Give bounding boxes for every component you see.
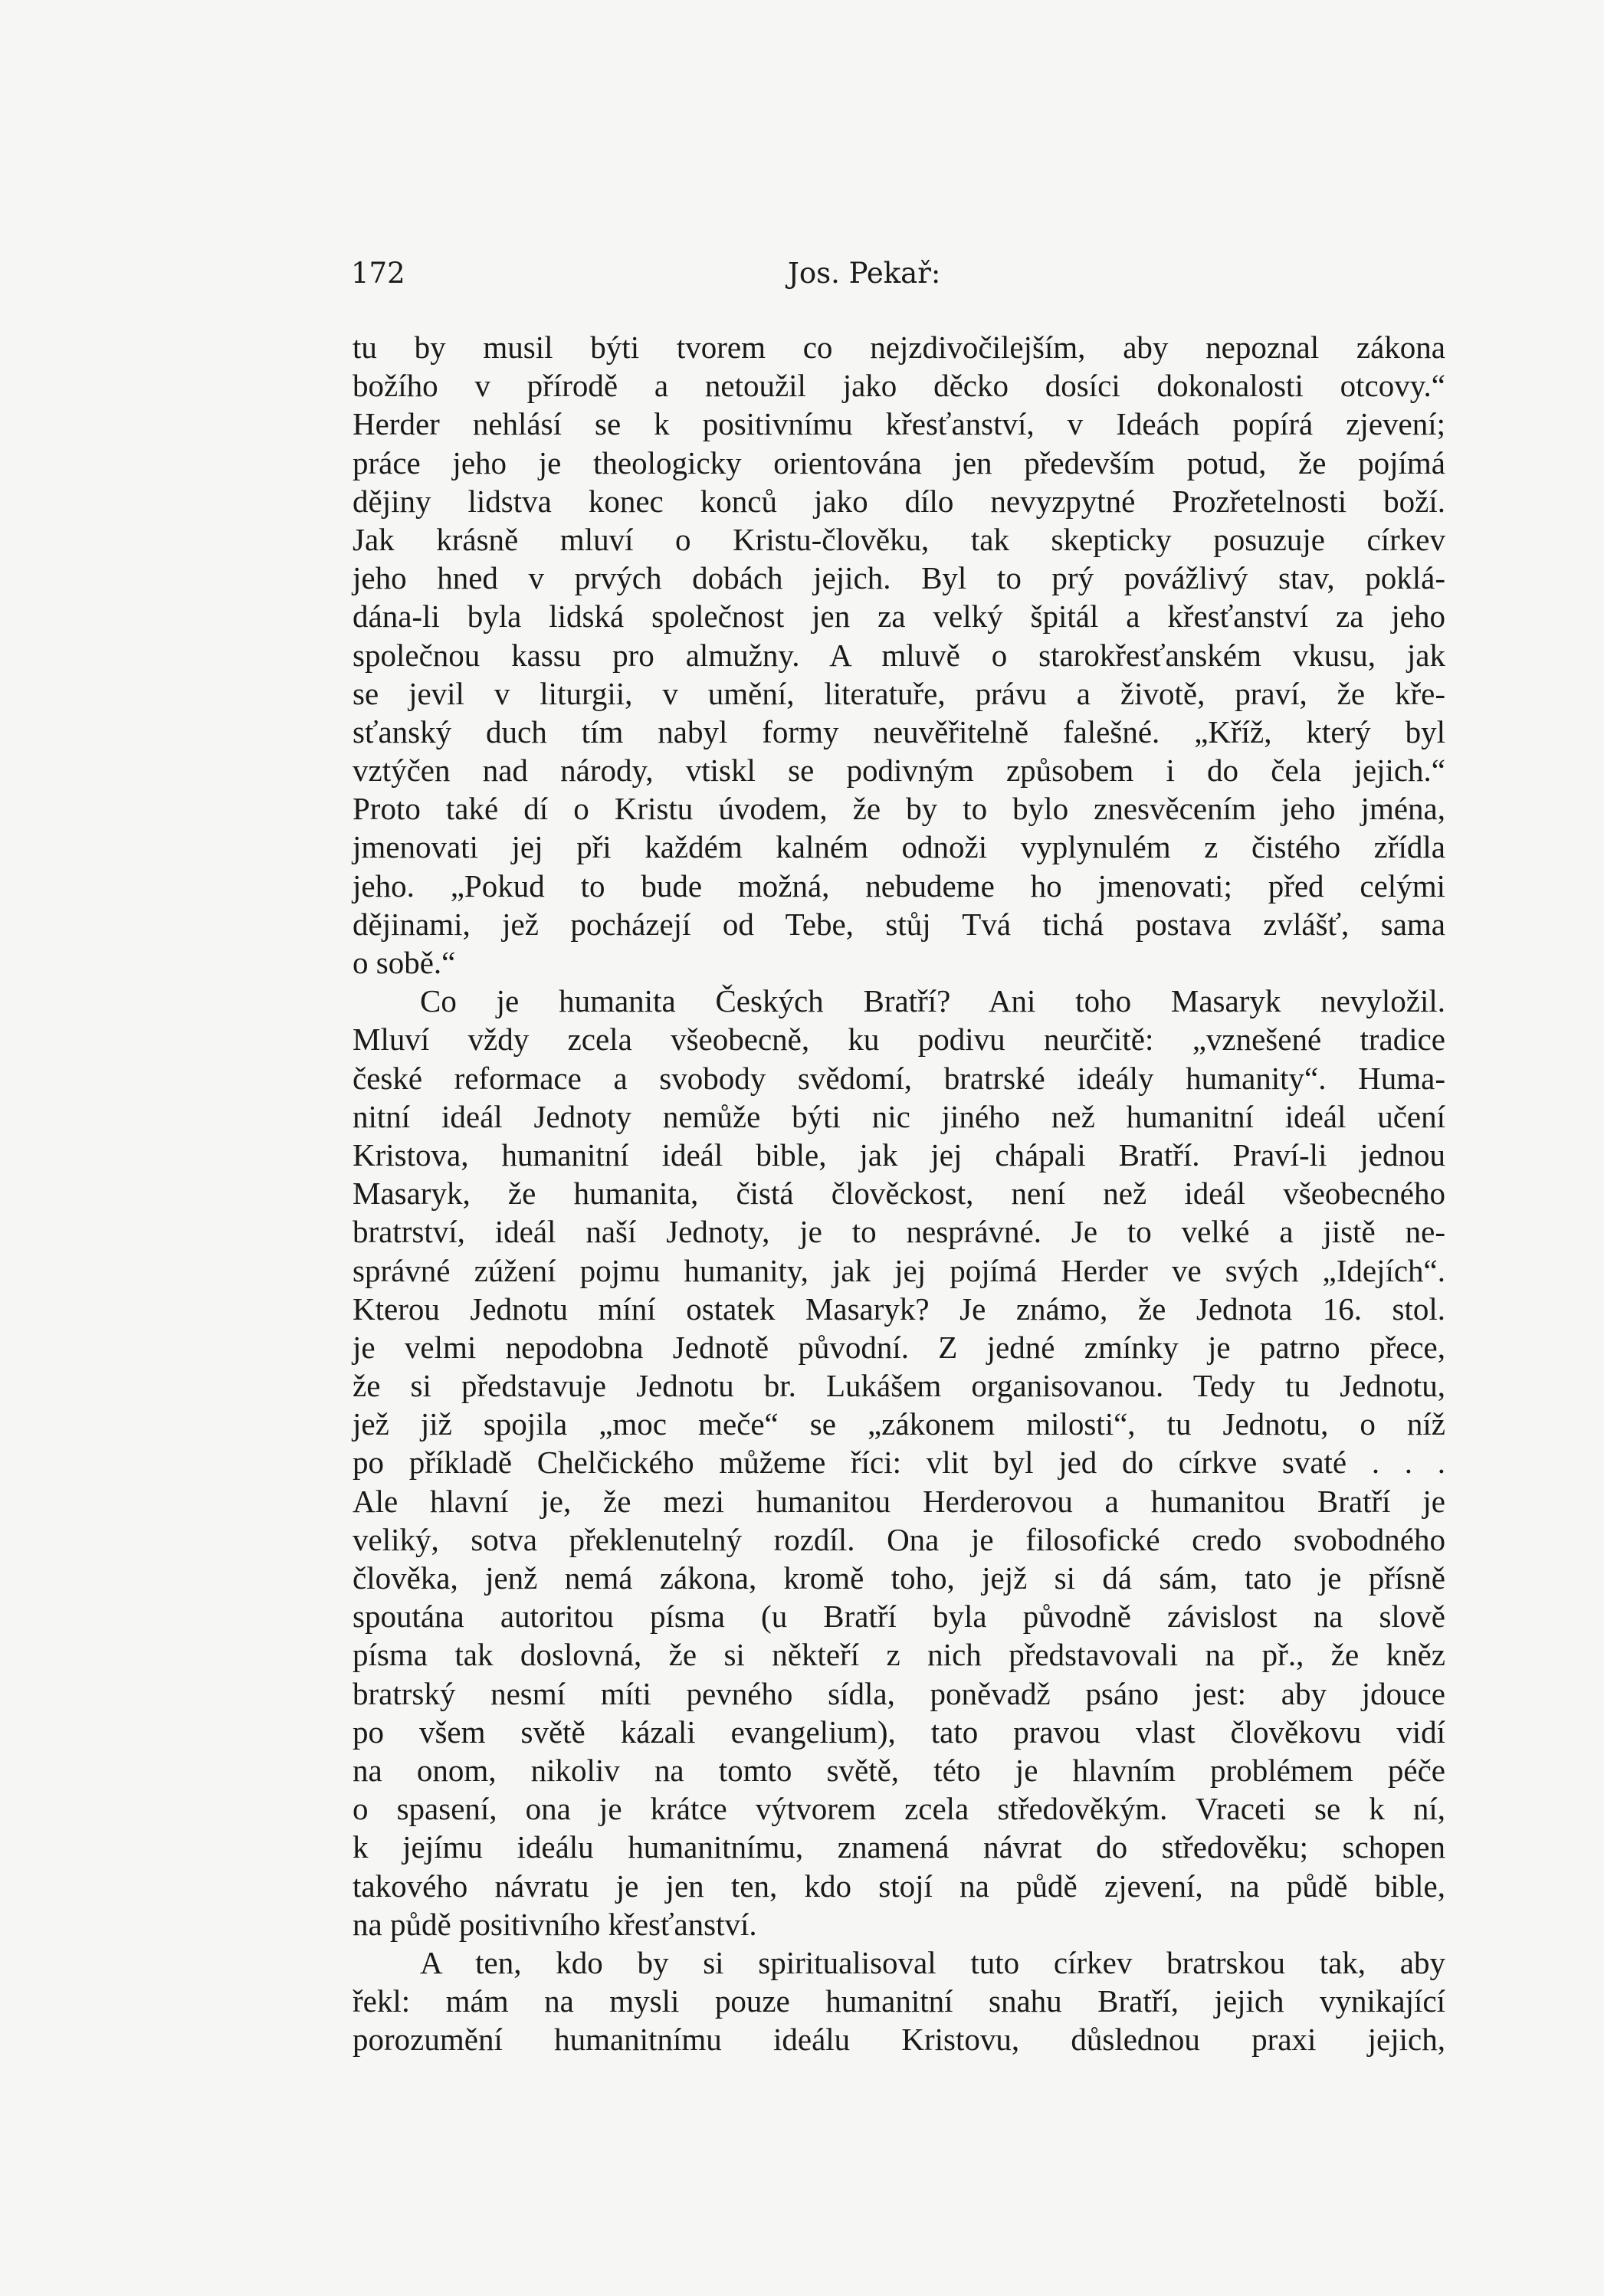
- text-line: vztýčen nad národy, vtiskl se podivným způsobem i do čela jejich.“: [353, 753, 1445, 789]
- text-line: bratrství, ideál naší Jednoty, je to nesprávné. Je to velké a jistě ne-: [353, 1214, 1445, 1250]
- text-line: Herder nehlásí se k positivnímu křesťanství, v Ideách popírá zjevení;: [353, 406, 1445, 442]
- text-line: božího v přírodě a netoužil jako děcko dosíci dokonalosti otcovy.“: [353, 368, 1445, 404]
- running-head-author: Jos. Pekař:: [788, 257, 941, 290]
- text-line: spoutána autoritou písma (u Bratří byla původně závislost na slově: [353, 1599, 1445, 1635]
- text-line: po všem světě kázali evangelium), tato pravou vlast člověkovu vidí: [353, 1714, 1445, 1750]
- body-text: [353, 328, 1445, 2058]
- text-line: sťanský duch tím nabyl formy neuvěřitelně falešné. „Kříž, který byl: [353, 713, 1445, 749]
- text-line: práce jeho je theologicky orientována jen především potud, že pojímá: [353, 444, 1445, 481]
- running-head: [351, 257, 1447, 303]
- text-line: k jejímu ideálu humanitnímu, znamená návrat do středověku; schopen: [353, 1829, 1445, 1865]
- text-line: veliký, sotva překlenutelný rozdíl. Ona je filosofické credo svobodného: [353, 1521, 1445, 1557]
- text-line: dějiny lidstva konec konců jako dílo nevyzpytné Prozřetelnosti boží.: [353, 483, 1445, 519]
- text-line: tu by musil býti tvorem co nejzdivočilejším, aby nepoznal zákona: [353, 330, 1445, 365]
- text-line: porozumění humanitnímu ideálu Kristovu, důslednou praxi jejich,: [353, 2022, 1445, 2058]
- text-line: že si představuje Jednotu br. Lukášem organisovanou. Tedy tu Jednotu,: [353, 1368, 1445, 1404]
- text-line: Kterou Jednotu míní ostatek Masaryk? Je známo, že Jednota 16. stol.: [353, 1291, 1445, 1327]
- text-line: jež již spojila „moc meče“ se „zákonem milosti“, tu Jednotu, o níž: [353, 1406, 1445, 1442]
- text-line: bratrský nesmí míti pevného sídla, poněvadž psáno jest: aby jdouce: [353, 1675, 1445, 1711]
- text-line: o spasení, ona je krátce výtvorem zcela středověkým. Vraceti se k ní,: [353, 1791, 1445, 1827]
- text-line: o sobě.“: [353, 945, 456, 980]
- text-line: Proto také dí o Kristu úvodem, že by to bylo znesvěcením jeho jména,: [353, 791, 1445, 827]
- text-line: nitní ideál Jednoty nemůže býti nic jiného než humanitní ideál učení: [353, 1098, 1445, 1134]
- text-line: písma tak doslovná, že si někteří z nich představovali na př., že kněz: [353, 1637, 1445, 1673]
- text-line: takového návratu je jen ten, kdo stojí na půdě zjevení, na půdě bible,: [353, 1868, 1445, 1904]
- text-line: jeho. „Pokud to bude možná, nebudeme ho jmenovati; před celými: [353, 868, 1445, 904]
- text-line: dána-li byla lidská společnost jen za velký špitál a křesťanství za jeho: [353, 599, 1445, 635]
- text-line: jmenovati jej při každém kalném odnoži vyplynulém z čistého zřídla: [353, 829, 1445, 865]
- text-line: Masaryk, že humanita, čistá člověckost, není než ideál všeobecného: [353, 1176, 1445, 1212]
- text-line: na půdě positivního křesťanství.: [353, 1906, 757, 1942]
- text-line: české reformace a svobody svědomí, bratrské ideály humanity“. Huma-: [353, 1060, 1445, 1096]
- text-line: je velmi nepodobna Jednotě původní. Z jedné zmínky je patrno přece,: [353, 1329, 1445, 1365]
- text-line: řekl: mám na mysli pouze humanitní snahu Bratří, jejich vynikající: [353, 1983, 1445, 2019]
- text-line: se jevil v liturgii, v umění, literatuře, právu a životě, praví, že kře-: [353, 675, 1445, 711]
- text-line: Co je humanita Českých Bratří? Ani toho Masaryk nevyložil.: [420, 983, 1445, 1019]
- text-line: Kristova, humanitní ideál bible, jak jej chápali Bratří. Praví-li jednou: [353, 1137, 1445, 1173]
- page-number: 172: [351, 257, 405, 290]
- text-line: správné zúžení pojmu humanity, jak jej pojímá Herder ve svých „Idejích“.: [353, 1252, 1445, 1288]
- text-line: dějinami, jež pocházejí od Tebe, stůj Tvá tichá postava zvlášť, sama: [353, 906, 1445, 942]
- text-line: na onom, nikoliv na tomto světě, této je hlavním problémem péče: [353, 1752, 1445, 1788]
- text-line: po příkladě Chelčického můžeme říci: vlit byl jed do církve svaté . . .: [353, 1445, 1445, 1481]
- text-line: Jak krásně mluví o Kristu-člověku, tak skepticky posuzuje církev: [353, 521, 1445, 557]
- text-line: Ale hlavní je, že mezi humanitou Herderovou a humanitou Bratří je: [353, 1483, 1445, 1519]
- text-line: společnou kassu pro almužny. A mluvě o starokřesťanském vkusu, jak: [353, 637, 1445, 673]
- text-line: člověka, jenž nemá zákona, kromě toho, jejž si dá sám, tato je přísně: [353, 1560, 1445, 1596]
- text-line: Mluví vždy zcela všeobecně, ku podivu neurčitě: „vznešené tradice: [353, 1022, 1445, 1058]
- text-line: A ten, kdo by si spiritualisoval tuto církev bratrskou tak, aby: [420, 1944, 1445, 1980]
- text-line: jeho hned v prvých dobách jejich. Byl to prý povážlivý stav, poklá-: [353, 560, 1445, 596]
